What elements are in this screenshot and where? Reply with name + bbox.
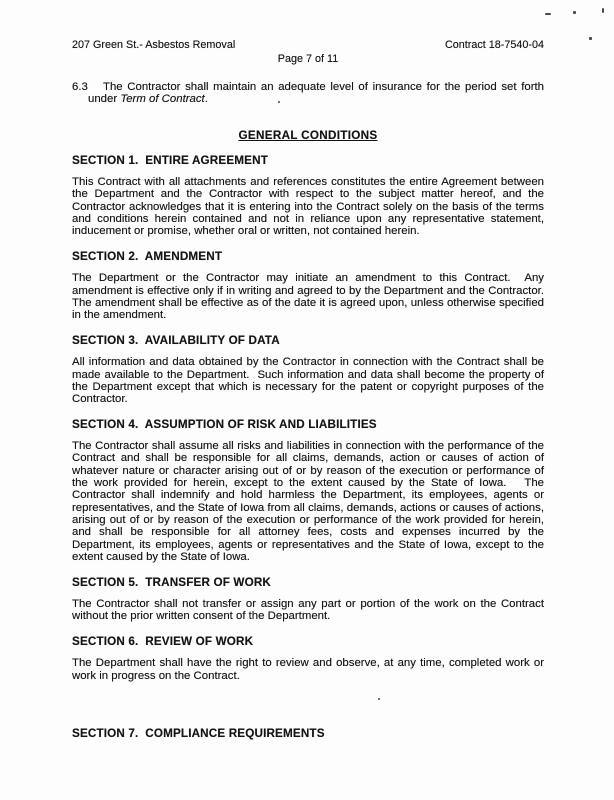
clause-number: 6.3 bbox=[72, 81, 88, 93]
contract-section bbox=[72, 634, 548, 682]
clause-6-3 bbox=[72, 81, 544, 106]
contract-section bbox=[72, 417, 548, 564]
contract-section bbox=[72, 575, 548, 623]
document-title-text: GENERAL CONDITIONS bbox=[238, 128, 378, 142]
section-body: The Department or the Contractor may initiate an amendment to this Contract. Any amendment is effective only if in writing and agreed to by the Department and the Contractor. The amendment shall be effective as of the date it is agreed upon, unless otherwise specified in the amendment. bbox=[72, 272, 551, 322]
scan-speck bbox=[589, 37, 592, 40]
contract-section bbox=[72, 249, 551, 322]
contract-section bbox=[72, 153, 548, 238]
section-body: The Contractor shall assume all risks and liabilities in connection with the performance of the Contract and shall be responsible for all claims, demands, action or causes of action of whatever nature or character arising out of or by reason of the execution or performance of the work provided for herein, except to the extent caused by the State of Iowa. The Contractor shall indemnify and hold harmless the Department, its employees, agents or representatives, and the State of Iowa from all claims, demands, actions or causes of actions, arising out of or by reason of the execution or performance of the work provided for herein, and shall be responsible for all attorney fees, costs and expenses incurred by the Department, its employees, agents or representatives and the State of Iowa, except to the extent caused by the State of Iowa. bbox=[72, 440, 548, 564]
header-left-text: 207 Green St.- Asbestos Removal bbox=[72, 39, 236, 51]
section-heading: SECTION 4. ASSUMPTION OF RISK AND LIABILITIES bbox=[72, 417, 377, 431]
section-heading: SECTION 5. TRANSFER OF WORK bbox=[72, 575, 271, 589]
section-heading: SECTION 3. AVAILABILITY OF DATA bbox=[72, 333, 280, 347]
clause-term-italic: Term of Contract bbox=[120, 93, 205, 106]
clause-text-tail: . bbox=[204, 93, 208, 106]
contract-section bbox=[72, 333, 548, 406]
sections bbox=[72, 153, 551, 741]
section-heading: SECTION 6. REVIEW OF WORK bbox=[72, 634, 254, 648]
contract-section bbox=[72, 728, 544, 741]
scan-speck bbox=[573, 11, 576, 14]
section-heading: SECTION 1. ENTIRE AGREEMENT bbox=[72, 153, 268, 167]
header-right-contract-number: Contract 18-7540-04 bbox=[444, 39, 544, 51]
scan-speck bbox=[602, 8, 604, 13]
section-heading: SECTION 2. AMENDMENT bbox=[72, 249, 223, 263]
page-number: Page 7 of 11 bbox=[277, 53, 339, 65]
page-header bbox=[72, 0, 544, 51]
page-content bbox=[72, 0, 551, 740]
section-heading: SECTION 7. COMPLIANCE REQUIREMENTS bbox=[72, 726, 325, 740]
section-body: All information and data obtained by the Contractor in connection with the Contract shall be made available to the Department. Such information and data shall become the property of the Department except that which is necessary for the patent or copyright purposes of the Contractor. bbox=[72, 356, 548, 406]
section-body: This Contract with all attachments and references constitutes the entire Agreement between the Department and the Contractor with respect to the subject matter hereof, and the Contractor acknowledges that it is entering into the Contract solely on the basis of the terms and conditions herein contained and not in reliance upon any representative statement, inducement or promise, whether oral or written, not contained herein. bbox=[72, 176, 548, 238]
scan-speck bbox=[545, 13, 551, 15]
clause-text-lead: The Contractor shall maintain an adequate level of insurance for the period set forth under bbox=[88, 81, 544, 106]
section-body: The Department shall have the right to review and observe, at any time, completed work or work in progress on the Contract. bbox=[72, 657, 548, 682]
document-title bbox=[72, 129, 544, 142]
section-body: The Contractor shall not transfer or assign any part or portion of the work on the Contract without the prior written consent of the Department. bbox=[72, 598, 548, 623]
